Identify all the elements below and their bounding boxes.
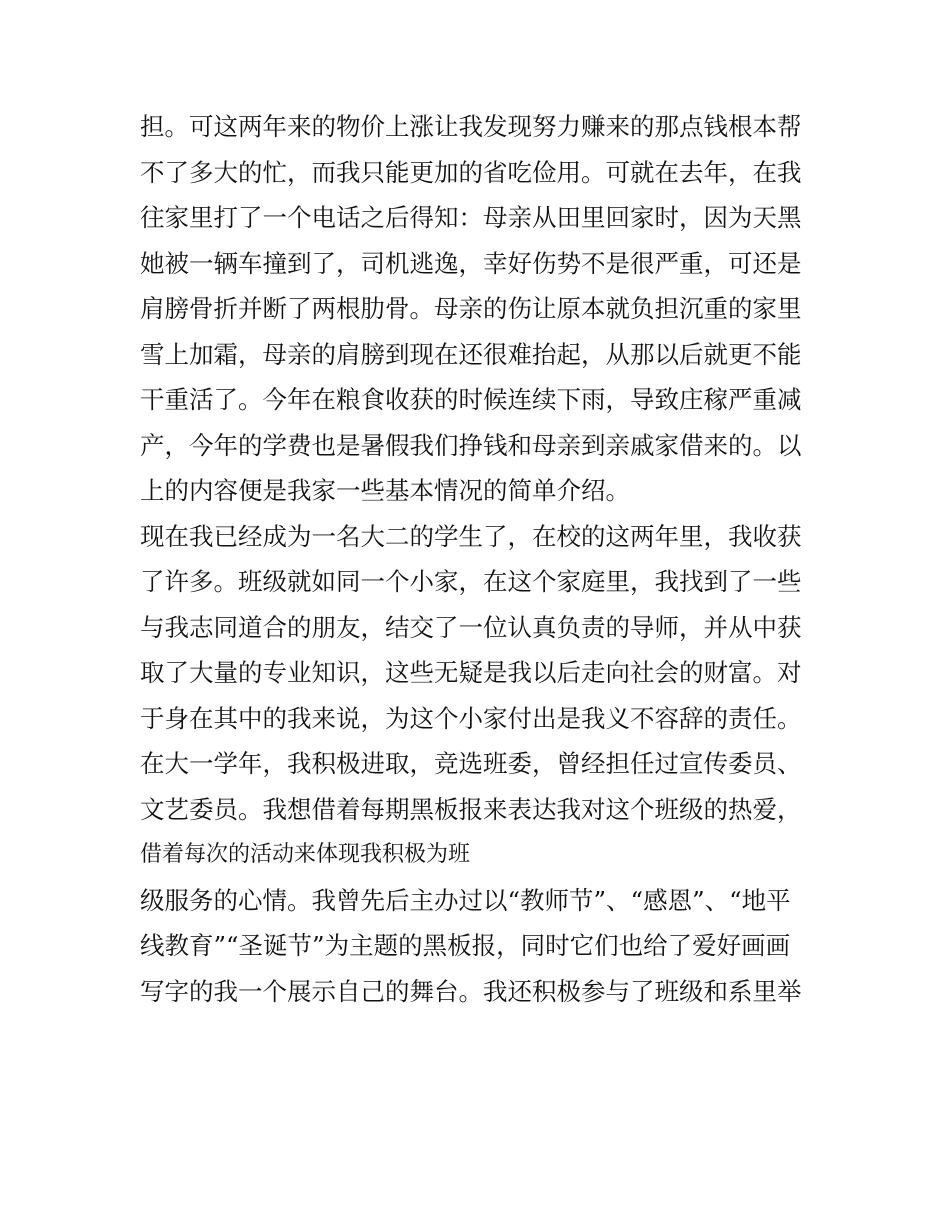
text-line: 在大一学年，我积极进取，竞选班委，曾经担任过宣传委员、 <box>140 749 802 778</box>
text-line: 借着每次的活动来体现我积极为班 <box>140 842 471 867</box>
text-line: 担。可这两年来的物价上涨让我发现努力赚来的那点钱根本帮 <box>140 112 802 141</box>
text-line: 线教育”“圣诞节”为主题的黑板报，同时它们也给了爱好画画 <box>140 931 791 960</box>
text-line: 上的内容便是我家一些基本情况的简单介绍。 <box>140 476 630 505</box>
text-line: 她被一辆车撞到了，司机逃逸，幸好伤势不是很严重，可还是 <box>140 248 802 278</box>
text-line: 现在我已经成为一名大二的学生了，在校的这两年里，我收获 <box>140 521 802 551</box>
text-line: 产，今年的学费也是暑假我们挣钱和母亲到亲戚家借来的。以 <box>140 430 802 460</box>
text-line: 不了多大的忙，而我只能更加的省吃俭用。可就在去年，在我 <box>140 157 802 187</box>
text-line: 与我志同道合的朋友，结交了一位认真负责的导师，并从中获 <box>140 612 802 642</box>
text-line: 了许多。班级就如同一个小家，在这个家庭里，我找到了一些 <box>140 567 802 596</box>
text-line: 文艺委员。我想借着每期黑板报来表达我对这个班级的热爱， <box>140 794 802 824</box>
body-text <box>140 104 830 1014</box>
text-line: 写字的我一个展示自己的舞台。我还积极参与了班级和系里举 <box>140 976 802 1006</box>
text-line: 雪上加霜，母亲的肩膀到现在还很难抬起，从那以后就更不能 <box>140 339 802 369</box>
text-line: 往家里打了一个电话之后得知：母亲从田里回家时，因为天黑 <box>140 203 802 232</box>
text-line: 取了大量的专业知识，这些无疑是我以后走向社会的财富。对 <box>140 658 802 687</box>
text-line: 干重活了。今年在粮食收获的时候连续下雨，导致庄稼严重减 <box>140 385 802 414</box>
text-line: 于身在其中的我来说，为这个小家付出是我义不容辞的责任。 <box>140 703 802 733</box>
text-line: 肩膀骨折并断了两根肋骨。母亲的伤让原本就负担沉重的家里 <box>140 294 802 323</box>
text-line: 级服务的心情。我曾先后主办过以“教师节”、“感恩”、“地平 <box>140 885 791 915</box>
